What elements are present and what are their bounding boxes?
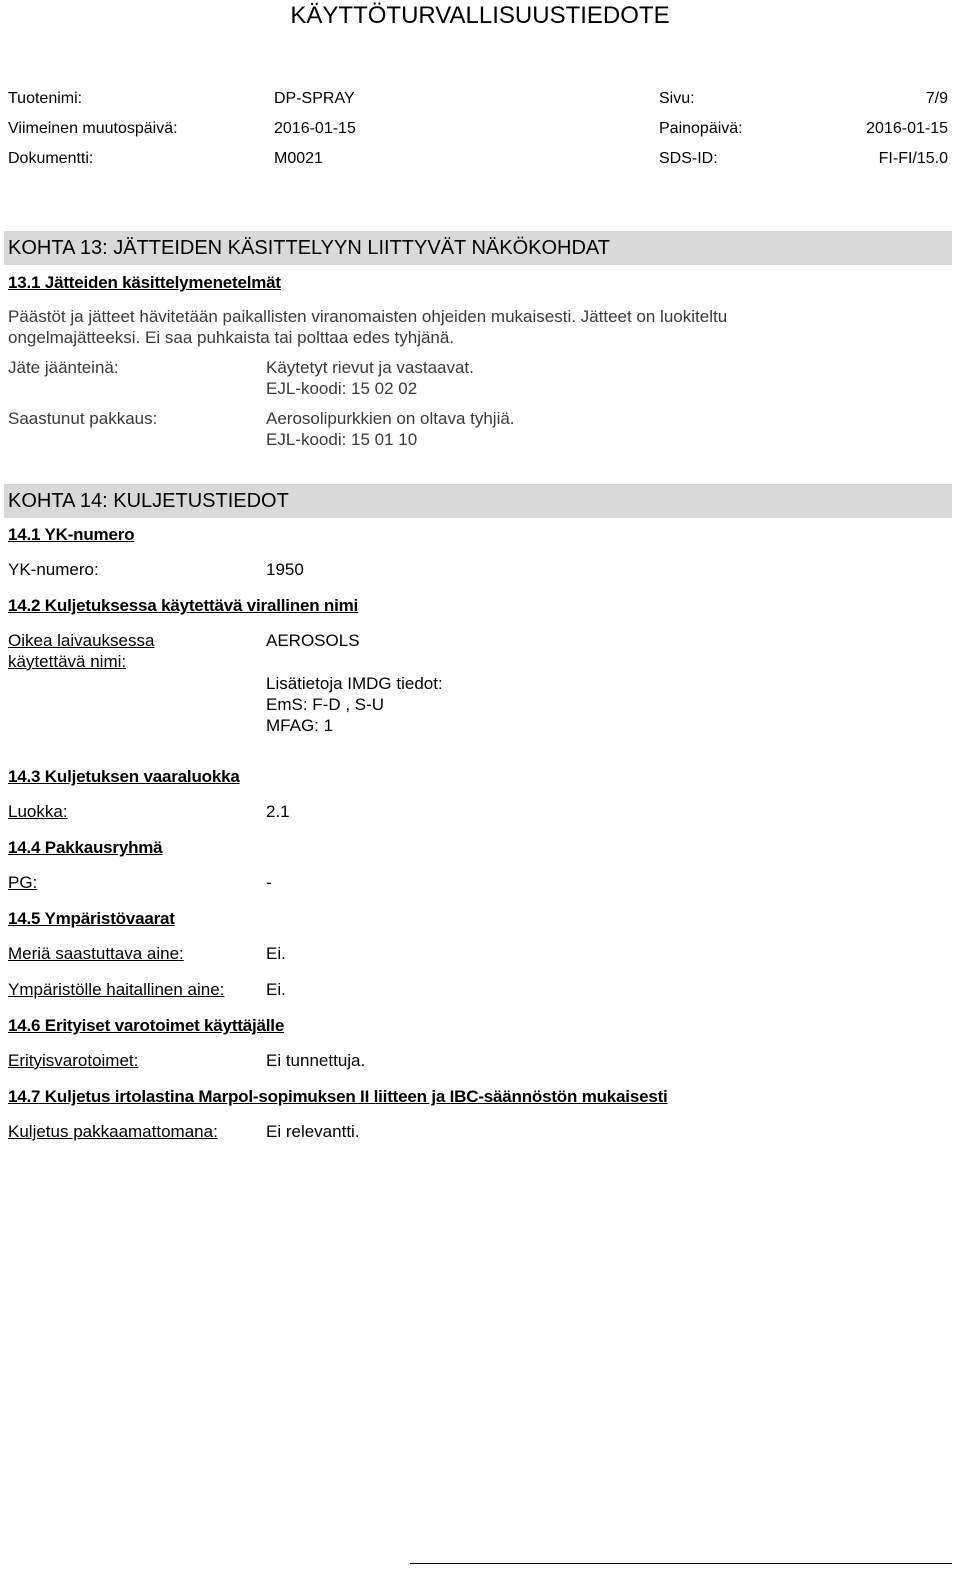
waste-residue-value-1: Käytetyt rievut ja vastaavat. bbox=[266, 358, 474, 377]
shipping-name-label-line-1: Oikea laivauksessa bbox=[8, 631, 155, 650]
print-label: Painopäivä: bbox=[659, 120, 743, 137]
document-value: M0021 bbox=[274, 150, 323, 167]
revision-label: Viimeinen muutospäivä: bbox=[8, 120, 178, 137]
special-precautions-label: Erityisvarotoimet: bbox=[8, 1051, 139, 1070]
waste-paragraph-line-2: ongelmajätteeksi. Ei saa puhkaista tai polttaa edes tyhjänä. bbox=[8, 328, 455, 347]
hazard-class-value: 2.1 bbox=[266, 802, 290, 821]
un-number-value: 1950 bbox=[266, 560, 304, 579]
subsection-13-1: 13.1 Jätteiden käsittelymenetelmät bbox=[8, 273, 281, 292]
shipping-name-label-line-2: käytettävä nimi: bbox=[8, 652, 127, 671]
subsection-14-2: 14.2 Kuljetuksessa käytettävä virallinen nimi bbox=[8, 596, 359, 615]
contaminated-packaging-label: Saastunut pakkaus: bbox=[8, 409, 158, 428]
section-14-heading bbox=[4, 484, 952, 518]
product-value: DP-SPRAY bbox=[274, 90, 355, 107]
waste-residue-value-2: EJL-koodi: 15 02 02 bbox=[266, 379, 418, 398]
bulk-transport-label: Kuljetus pakkaamattomana: bbox=[8, 1122, 218, 1141]
print-value: 2016-01-15 bbox=[866, 120, 948, 137]
footer-rule bbox=[410, 1563, 952, 1564]
imdg-info-line-2: EmS: F-D , S-U bbox=[266, 695, 385, 714]
section-13-title: KOHTA 13: JÄTTEIDEN KÄSITTELYYN LIITTYVÄT NÄKÖKOHDAT bbox=[8, 237, 610, 259]
imdg-info-line-1: Lisätietoja IMDG tiedot: bbox=[266, 674, 443, 693]
subsection-14-3: 14.3 Kuljetuksen vaaraluokka bbox=[8, 767, 240, 786]
hazard-class-label: Luokka: bbox=[8, 802, 68, 821]
contaminated-packaging-value-2: EJL-koodi: 15 01 10 bbox=[266, 430, 418, 449]
document-label: Dokumentti: bbox=[8, 150, 94, 167]
packing-group-label: PG: bbox=[8, 873, 38, 892]
un-number-label: YK-numero: bbox=[8, 560, 99, 579]
shipping-name-value: AEROSOLS bbox=[266, 631, 360, 650]
revision-value: 2016-01-15 bbox=[274, 120, 356, 137]
subsection-14-7: 14.7 Kuljetus irtolastina Marpol-sopimuksen II liitteen ja IBC-säännöstön mukaisesti bbox=[8, 1087, 668, 1106]
section-14-title: KOHTA 14: KULJETUSTIEDOT bbox=[8, 490, 289, 512]
subsection-14-5: 14.5 Ympäristövaarat bbox=[8, 909, 175, 928]
contaminated-packaging-value-1: Aerosolipurkkien on oltava tyhjiä. bbox=[266, 409, 515, 428]
subsection-14-1: 14.1 YK-numero bbox=[8, 525, 135, 544]
environmental-hazard-value: Ei. bbox=[266, 980, 286, 999]
page-value: 7/9 bbox=[925, 90, 948, 107]
imdg-info-line-3: MFAG: 1 bbox=[266, 716, 334, 735]
bulk-transport-value: Ei relevantti. bbox=[266, 1122, 360, 1141]
special-precautions-value: Ei tunnettuja. bbox=[266, 1051, 366, 1070]
sds-label: SDS-ID: bbox=[659, 150, 718, 167]
page-label: Sivu: bbox=[659, 90, 695, 107]
product-label: Tuotenimi: bbox=[8, 90, 83, 107]
subsection-14-4: 14.4 Pakkausryhmä bbox=[8, 838, 163, 857]
section-13-heading bbox=[4, 231, 952, 265]
subsection-14-6: 14.6 Erityiset varotoimet käyttäjälle bbox=[8, 1016, 285, 1035]
waste-paragraph-line-1: Päästöt ja jätteet hävitetään paikallisten viranomaisten ohjeiden mukaisesti. Jätteet on luokiteltu bbox=[8, 307, 728, 326]
sds-value: FI-FI/15.0 bbox=[878, 150, 948, 167]
marine-pollutant-value: Ei. bbox=[266, 944, 286, 963]
environmental-hazard-label: Ympäristölle haitallinen aine: bbox=[8, 980, 225, 999]
packing-group-value: - bbox=[266, 873, 272, 892]
waste-residue-label: Jäte jäänteinä: bbox=[8, 358, 119, 377]
marine-pollutant-label: Meriä saastuttava aine: bbox=[8, 944, 184, 963]
document-title: KÄYTTÖTURVALLISUUSTIEDOTE bbox=[290, 2, 670, 29]
